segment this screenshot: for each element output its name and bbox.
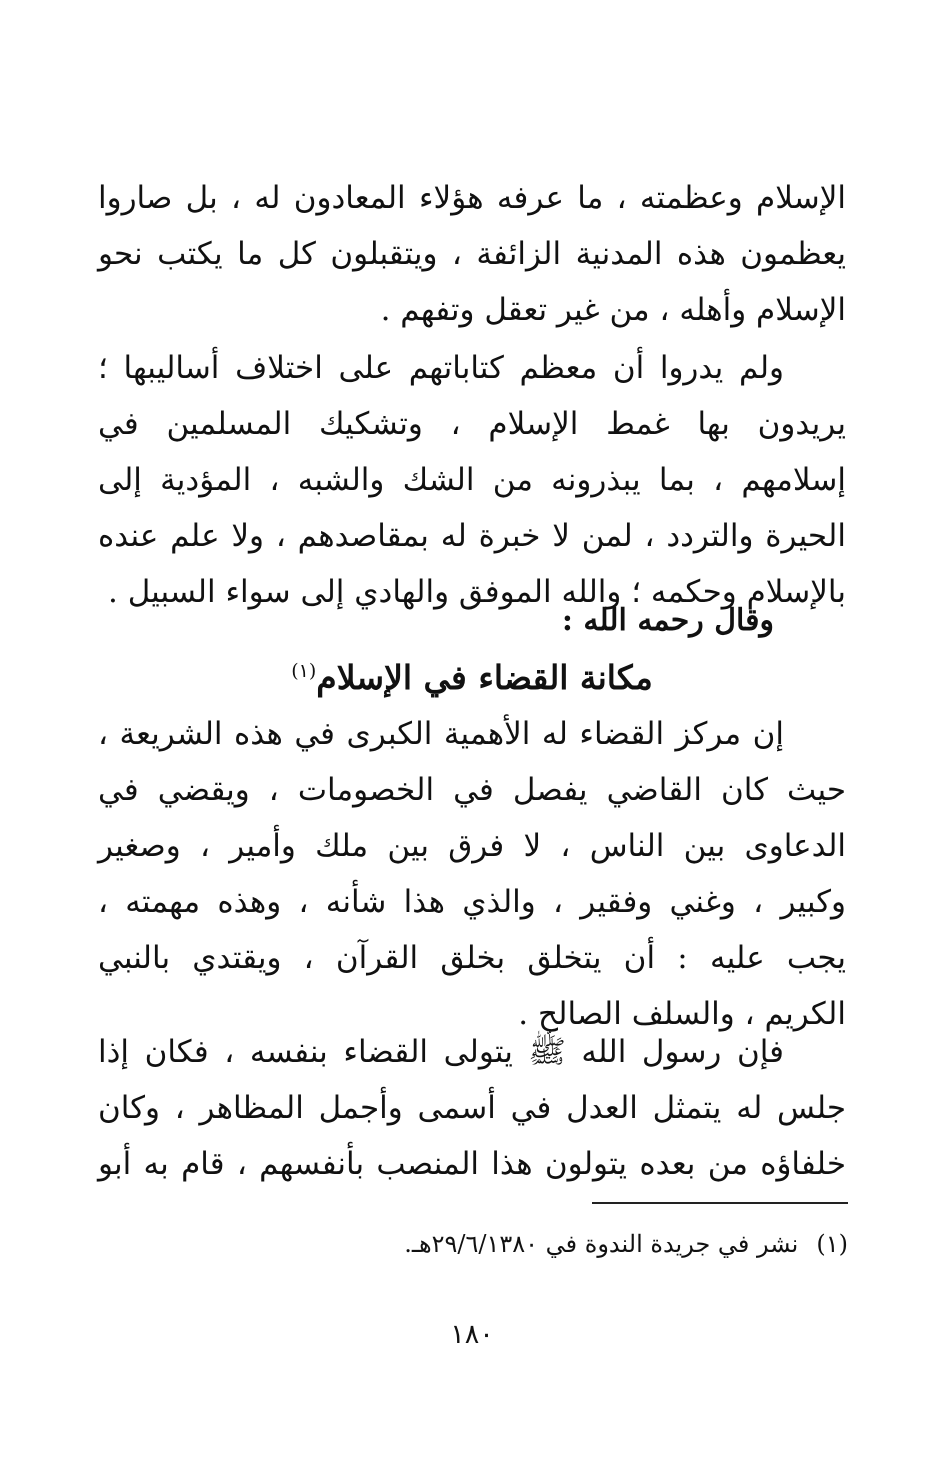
text-line: الحيرة والتردد ، لمن لا خبرة له بمقاصدهم ، ولا علم عنده bbox=[98, 518, 846, 554]
section-heading bbox=[0, 648, 944, 708]
text-line: الإسلام وأهله ، من غير تعقل وتفهم . bbox=[380, 292, 846, 328]
text-line: يريدون بها غمط الإسلام ، وتشكيك المسلمين في bbox=[98, 406, 846, 442]
text-line: جلس له يتمثل العدل في أسمى وأجمل المظاهر ، وكان bbox=[98, 1090, 846, 1126]
text-line: يجب عليه : أن يتخلق بخلق القرآن ، ويقتدي بالنبي bbox=[98, 940, 846, 976]
text-line: الدعاوى بين الناس ، لا فرق بين ملك وأمير ، وصغير bbox=[98, 828, 846, 864]
paragraph-prophet bbox=[98, 1024, 846, 1192]
text-line: إسلامهم ، بما يبذرونه من الشك والشبه ، المؤدية إلى bbox=[98, 462, 846, 498]
speaker-line: وقال رحمه الله : bbox=[561, 603, 774, 638]
text-line: حيث كان القاضي يفصل في الخصومات ، ويقضي في bbox=[98, 772, 846, 808]
text-line: بالإسلام وحكمه ؛ والله الموفق والهادي إلى سواء السبيل . bbox=[108, 574, 846, 610]
footnote bbox=[404, 1222, 848, 1266]
paragraph-continuation bbox=[98, 170, 846, 338]
text-line: وكبير ، وغني وفقير ، والذي هذا شأنه ، وهذه مهمته ، bbox=[98, 884, 846, 920]
footnote-marker: (١) bbox=[291, 660, 317, 682]
section-heading-text: مكانة القضاء في الإسلام bbox=[316, 658, 653, 697]
text-line: إن مركز القضاء له الأهمية الكبرى في هذه الشريعة ، bbox=[98, 716, 784, 752]
text-line: يعظمون هذه المدنية الزائفة ، ويتقبلون كل ما يكتب نحو bbox=[98, 236, 846, 272]
text-line: ولم يدروا أن معظم كتاباتهم على اختلاف أساليبها ؛ bbox=[98, 350, 784, 386]
text-line: الإسلام وعظمته ، ما عرفه هؤلاء المعادون له ، بل صاروا bbox=[98, 180, 846, 216]
page-number: ١٨٠ bbox=[450, 1319, 494, 1350]
text-line: خلفاؤه من بعده يتولون هذا المنصب بأنفسهم ، قام به أبو bbox=[98, 1146, 846, 1182]
text-line: الكريم ، والسلف الصالح . bbox=[518, 996, 846, 1032]
text-line: فإن رسول الله ﷺ يتولى القضاء بنفسه ، فكان إذا bbox=[98, 1034, 784, 1070]
footnote-number: (١) bbox=[816, 1230, 848, 1258]
paragraph-conclusion bbox=[98, 340, 846, 620]
footnote-divider bbox=[592, 1202, 848, 1204]
paragraph-judiciary bbox=[98, 706, 846, 1042]
footnote-text: نشر في جريدة الندوة في ٢٩/٦/١٣٨٠هـ. bbox=[404, 1230, 799, 1258]
